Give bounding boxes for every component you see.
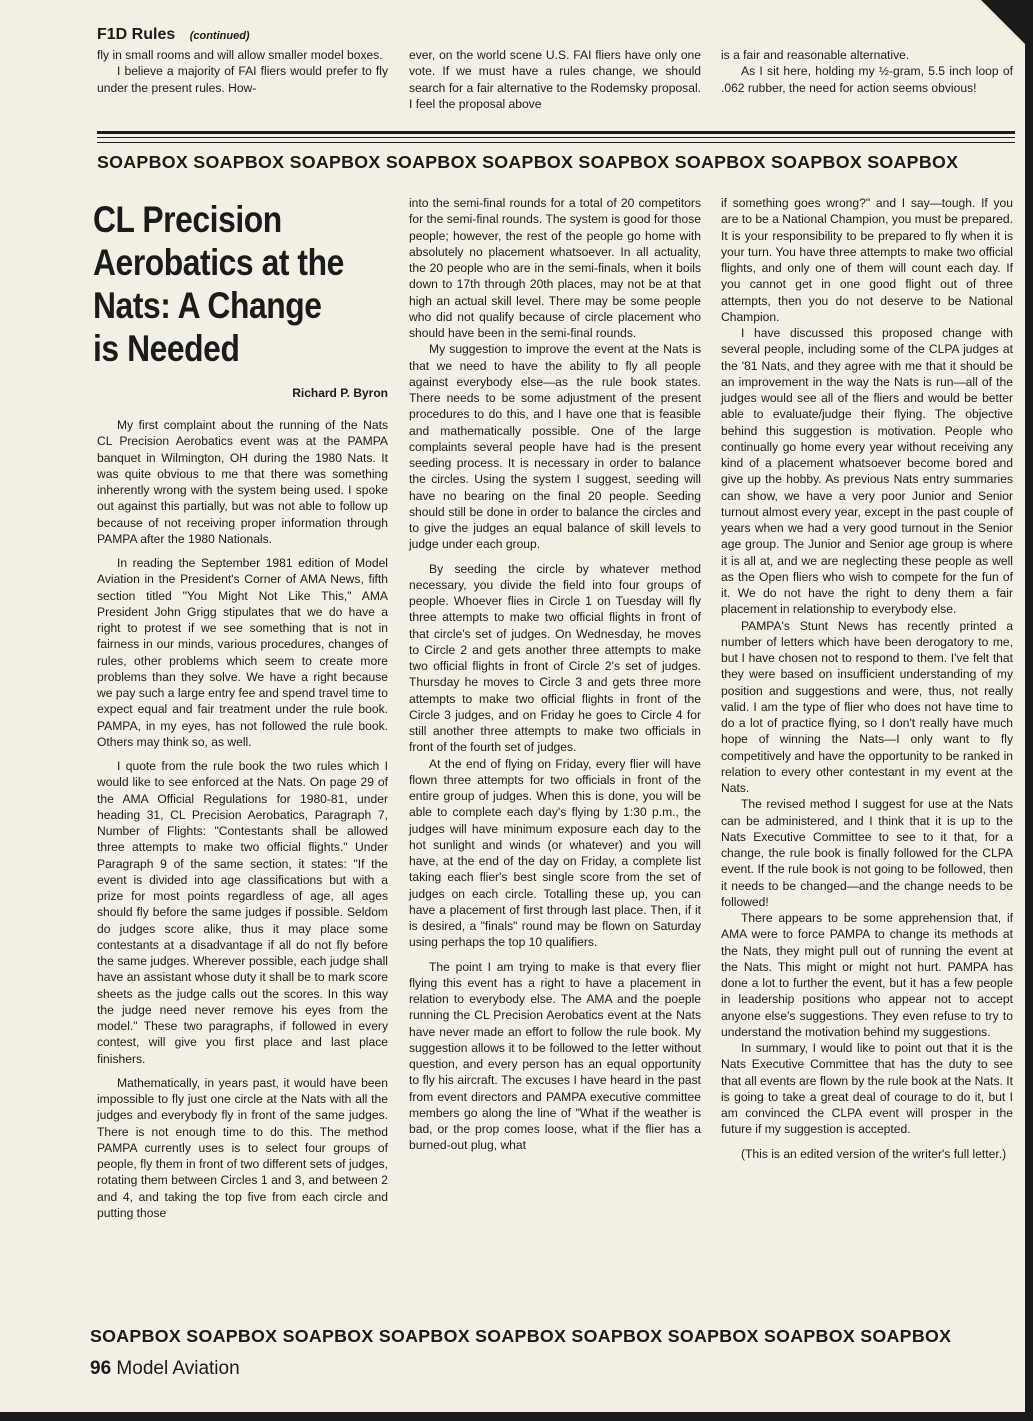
paragraph: I have discussed this proposed change with several people, including some of the CLPA judges at the '81 Nats, and they agree with me that it should be an improvement in the way the Nats is run—all of the judges would see all of the fliers and would be better able to evaluate/judge their flying. The objective behind this suggestion is motivation. People who continually go home every year without receiving any kind of a placement whatsoever become bored and give up the hobby. As previous Nats entry summaries can show, we have a very poor Junior and Senior turnout almost every year, except in the past couple of years when we had a very good turnout in the Senior age group. The Junior and Senior age group is where it is all at, and we are neglecting these people as well as the Open fliers who wish to compete for the fun of it. We do not have the right to deny them a fair placement in relationship to everybody else. xyxy=(721,326,1013,617)
paragraph: if something goes wrong?" and I say—tough. If you are to be a National Champion, you must be prepared. It is your responsibility to be prepared to fly when it is your turn. You have three attempts to make two official flights, and only one of them will count each day. If you cannot get in one good flight out of three attempts, then you do not deserve to be National Champion. xyxy=(721,196,1013,324)
paragraph: Mathematically, in years past, it would have been impossible to fly just one circle at the Nats with all the judges and everybody fly in front of the same judges. There is not enough time to do this. The method PAMPA currently uses is to select four groups of people, fly them in front of two different sets of judges, rotating them between Circles 1 and 3, and between 2 and 4, and taking the top five from each circle and putting those xyxy=(97,1075,388,1220)
article-column-1 xyxy=(97,417,388,1221)
soapbox-word: SOAPBOX xyxy=(186,1326,278,1346)
soapbox-word: SOAPBOX xyxy=(482,152,574,172)
divider-rule xyxy=(97,137,1015,138)
soapbox-word: SOAPBOX xyxy=(385,152,477,172)
soapbox-banner-bottom xyxy=(90,1326,1008,1347)
top-column-1 xyxy=(97,47,388,96)
article-title: CL Precision Aerobatics at the Nats: A Change is Needed xyxy=(93,199,344,369)
soapbox-word: SOAPBOX xyxy=(763,1326,855,1346)
page-number: 96 xyxy=(90,1358,112,1379)
divider-rule xyxy=(97,131,1015,134)
soapbox-word: SOAPBOX xyxy=(90,1326,182,1346)
paragraph: In reading the September 1981 edition of Model Aviation in the President's Corner of AMA News, fifth section titled "You Might Not Like This," AMA President John Grigg stipulates that we do have a right to protest if we see something that is not in fairness in our minds, various procedures, changes of rules, other problems which seem to create more problems than they solve. We have a right because we pay such a large entry fee and spend travel time to expect equal and fair treatment under the rule book. PAMPA, in my eyes, has not followed the rule book. Others may think so, as well. xyxy=(97,556,388,749)
soapbox-word: SOAPBOX xyxy=(867,152,959,172)
soapbox-word: SOAPBOX xyxy=(475,1326,567,1346)
continued-title: F1D Rules xyxy=(97,26,176,43)
article-column-2 xyxy=(409,195,701,1154)
paragraph: I believe a majority of FAI fliers would prefer to fly under the present rules. How- xyxy=(97,64,388,95)
soapbox-word: SOAPBOX xyxy=(571,1326,663,1346)
soapbox-banner-top xyxy=(97,152,1015,173)
paragraph: My suggestion to improve the event at the Nats is that we need to have the ability to fly all people against everybody else—as the rule book states. There needs to be some adjustment of the present procedures to do this, and I have one that is feasible and mathematically possible. One of the large complaints several people have had is the present seeding process. It is necessary in order to balance the circles. Using the system I suggest, seeding will have no bearing on the final 20 people. Seeding should still be done in order to balance the circles and to give the judges an equal balance of skill levels to judge under each group. xyxy=(409,342,701,552)
soapbox-word: SOAPBOX xyxy=(860,1326,952,1346)
continued-header xyxy=(97,26,250,44)
soapbox-word: SOAPBOX xyxy=(289,152,381,172)
soapbox-word: SOAPBOX xyxy=(770,152,862,172)
paragraph: fly in small rooms and will allow smaller model boxes. xyxy=(97,48,383,62)
paragraph: As I sit here, holding my ½-gram, 5.5 inch loop of .062 rubber, the need for action seems obvious! xyxy=(721,64,1013,95)
magazine-name: Model Aviation xyxy=(116,1358,240,1379)
soapbox-word: SOAPBOX xyxy=(667,1326,759,1346)
paragraph: PAMPA's Stunt News has recently printed a number of letters which have been derogatory to me, but I have chosen not to respond to them. I've felt that they were based on insufficient understanding of my position and suggestions and were, thus, not really valid. I am the type of flier who does not have time to do a lot of practice flying, so I don't really have much hope of winning the Nats—I only want to fly competitively and have the opportunity to be ranked in relation to every other contestant in my event at the Nats. xyxy=(721,618,1013,795)
paragraph: The point I am trying to make is that every flier flying this event has a right to have a placement in relation to everybody else. The AMA and the poeple running the CL Precision Aerobatics event at the Nats have never made an effort to follow the rule book. My suggestion allows it to be followed to the letter without question, and every person has an equal opportunity to fly his aircraft. The excuses I have heard in the past from event directors and PAMPA executive committee members go along the line of "What if the weather is bad, or the prop comes loose, what if the flier has a burned-out plug, what xyxy=(409,959,701,1153)
paragraph: I quote from the rule book the two rules which I would like to see enforced at the Nats. On page 29 of the AMA Official Regulations for 1980-81, under heading 31, CL Precision Aerobatics, Paragraph 7, Number of Flights: "Contestants shall be allowed three attempts to make two official flights." Under Paragraph 9 of the same section, it states: "If the event is divided into age classifications but with a prize for most points regardless of age, all ages should fly before the same judges if possible. Seldom do judges score alike, thus it may place some contestants at a disadvantage if all do not fly before the same judges. Wherever possible, each judge shall have an assistant whose duty it shall be to mark score sheets as the judge calls out the scores. In this way the judge need never remove his eyes from the model." These two paragraphs, if followed in every contest, will give you first place and last place finishers. xyxy=(97,759,388,1066)
paragraph: At the end of flying on Friday, every flier will have flown three attempts for two officials in front of the entire group of judges. When this is done, you will be able to complete each day's flying by 1:30 p.m., the judges will have minimum exposure each day to the hot sunlight and winds (or whatever) and you will have, at the end of the day on Friday, a complete list taking each flier's best single score from the set of judges on each circle. Totalling these up, you can have a placement of first through last place. Then, if it is desired, a "finals" round may be flown on Saturday using perhaps the top 10 qualifiers. xyxy=(409,756,701,950)
soapbox-word: SOAPBOX xyxy=(193,152,285,172)
top-column-2 xyxy=(409,47,701,112)
paragraph: ever, on the world scene U.S. FAI fliers have only one vote. If we must have a rules change, we should search for a fair alternative to the Rodemsky proposal. I feel the proposal above xyxy=(409,48,701,111)
article-byline: Richard P. Byron xyxy=(292,386,388,400)
divider-rule xyxy=(97,142,1015,143)
top-column-3 xyxy=(721,47,1013,96)
paragraph: In summary, I would like to point out that it is the Nats Executive Committee that has the duty to see that all events are flown by the rule book at the Nats. It is going to take a great deal of courage to do it, but I am convinced the CLPA event will prosper in the future if my suggestion is accepted. xyxy=(721,1041,1013,1137)
paragraph: There appears to be some apprehension that, if AMA were to force PAMPA to change its methods at the Nats, they might pull out of running the event at the Nats. This might or might not hurt. PAMPA has done a lot to further the event, but it has a few people in leadership positions who appear not to accept anyone else's suggestions. They even refuse to try to understand the motivation behind my suggestions. xyxy=(721,911,1013,1039)
paragraph: The revised method I suggest for use at the Nats can be administered, and I think that it is up to the Nats Executive Committee to see to it that, for a change, the rule book is finally followed for the CLPA event. If the rule book is not going to be followed, then it needs to be changed—and the change needs to be followed! xyxy=(721,797,1013,909)
soapbox-word: SOAPBOX xyxy=(282,1326,374,1346)
soapbox-word: SOAPBOX xyxy=(97,152,189,172)
paragraph: My first complaint about the running of the Nats CL Precision Aerobatics event was at the PAMPA banquet in Wilmington, OH during the 1980 Nats. It was quite obvious to me that there was something inherently wrong with the system being used. I spoke out against this partially, but was not able to follow up because of not receiving proper information through PAMPA after the 1980 Nationals. xyxy=(97,418,388,546)
page-corner-fold xyxy=(981,0,1025,44)
paragraph: is a fair and reasonable alternative. xyxy=(721,48,910,62)
soapbox-word: SOAPBOX xyxy=(674,152,766,172)
paragraph: By seeding the circle by whatever method necessary, you divide the field into four groups of people. Whoever flies in Circle 1 on Tuesday will fly three attempts to make two official flights in front of that circle's set of judges. On Wednesday, he moves to Circle 2 and gets another three attempts to make two official flights in front of Circle 2's set of judges. Thursday he moves to Circle 3 and gets three more attempts to make two official flights in front of the Circle 3 judges, and on Friday he goes to Circle 4 for still another three attempts to make two officials in front of the fourth set of judges. xyxy=(409,561,701,755)
page-footer xyxy=(90,1358,240,1380)
soapbox-word: SOAPBOX xyxy=(578,152,670,172)
paragraph: (This is an edited version of the writer's full letter.) xyxy=(741,1146,1007,1161)
continued-label: (continued) xyxy=(189,30,250,42)
article-column-3 xyxy=(721,195,1013,1162)
soapbox-word: SOAPBOX xyxy=(378,1326,470,1346)
paragraph: into the semi-final rounds for a total of 20 competitors for the semi-final rounds. The system is good for those people; however, the rest of the people go home with absolutely no placement whatsoever. In all actuality, the 20 people who are in the semi-finals, when it boils down to 17th through 20th places, may not be at that high an actual skill level. There may be some people who did not qualify because of circle placement who should have been in the semi-final rounds. xyxy=(409,196,701,340)
